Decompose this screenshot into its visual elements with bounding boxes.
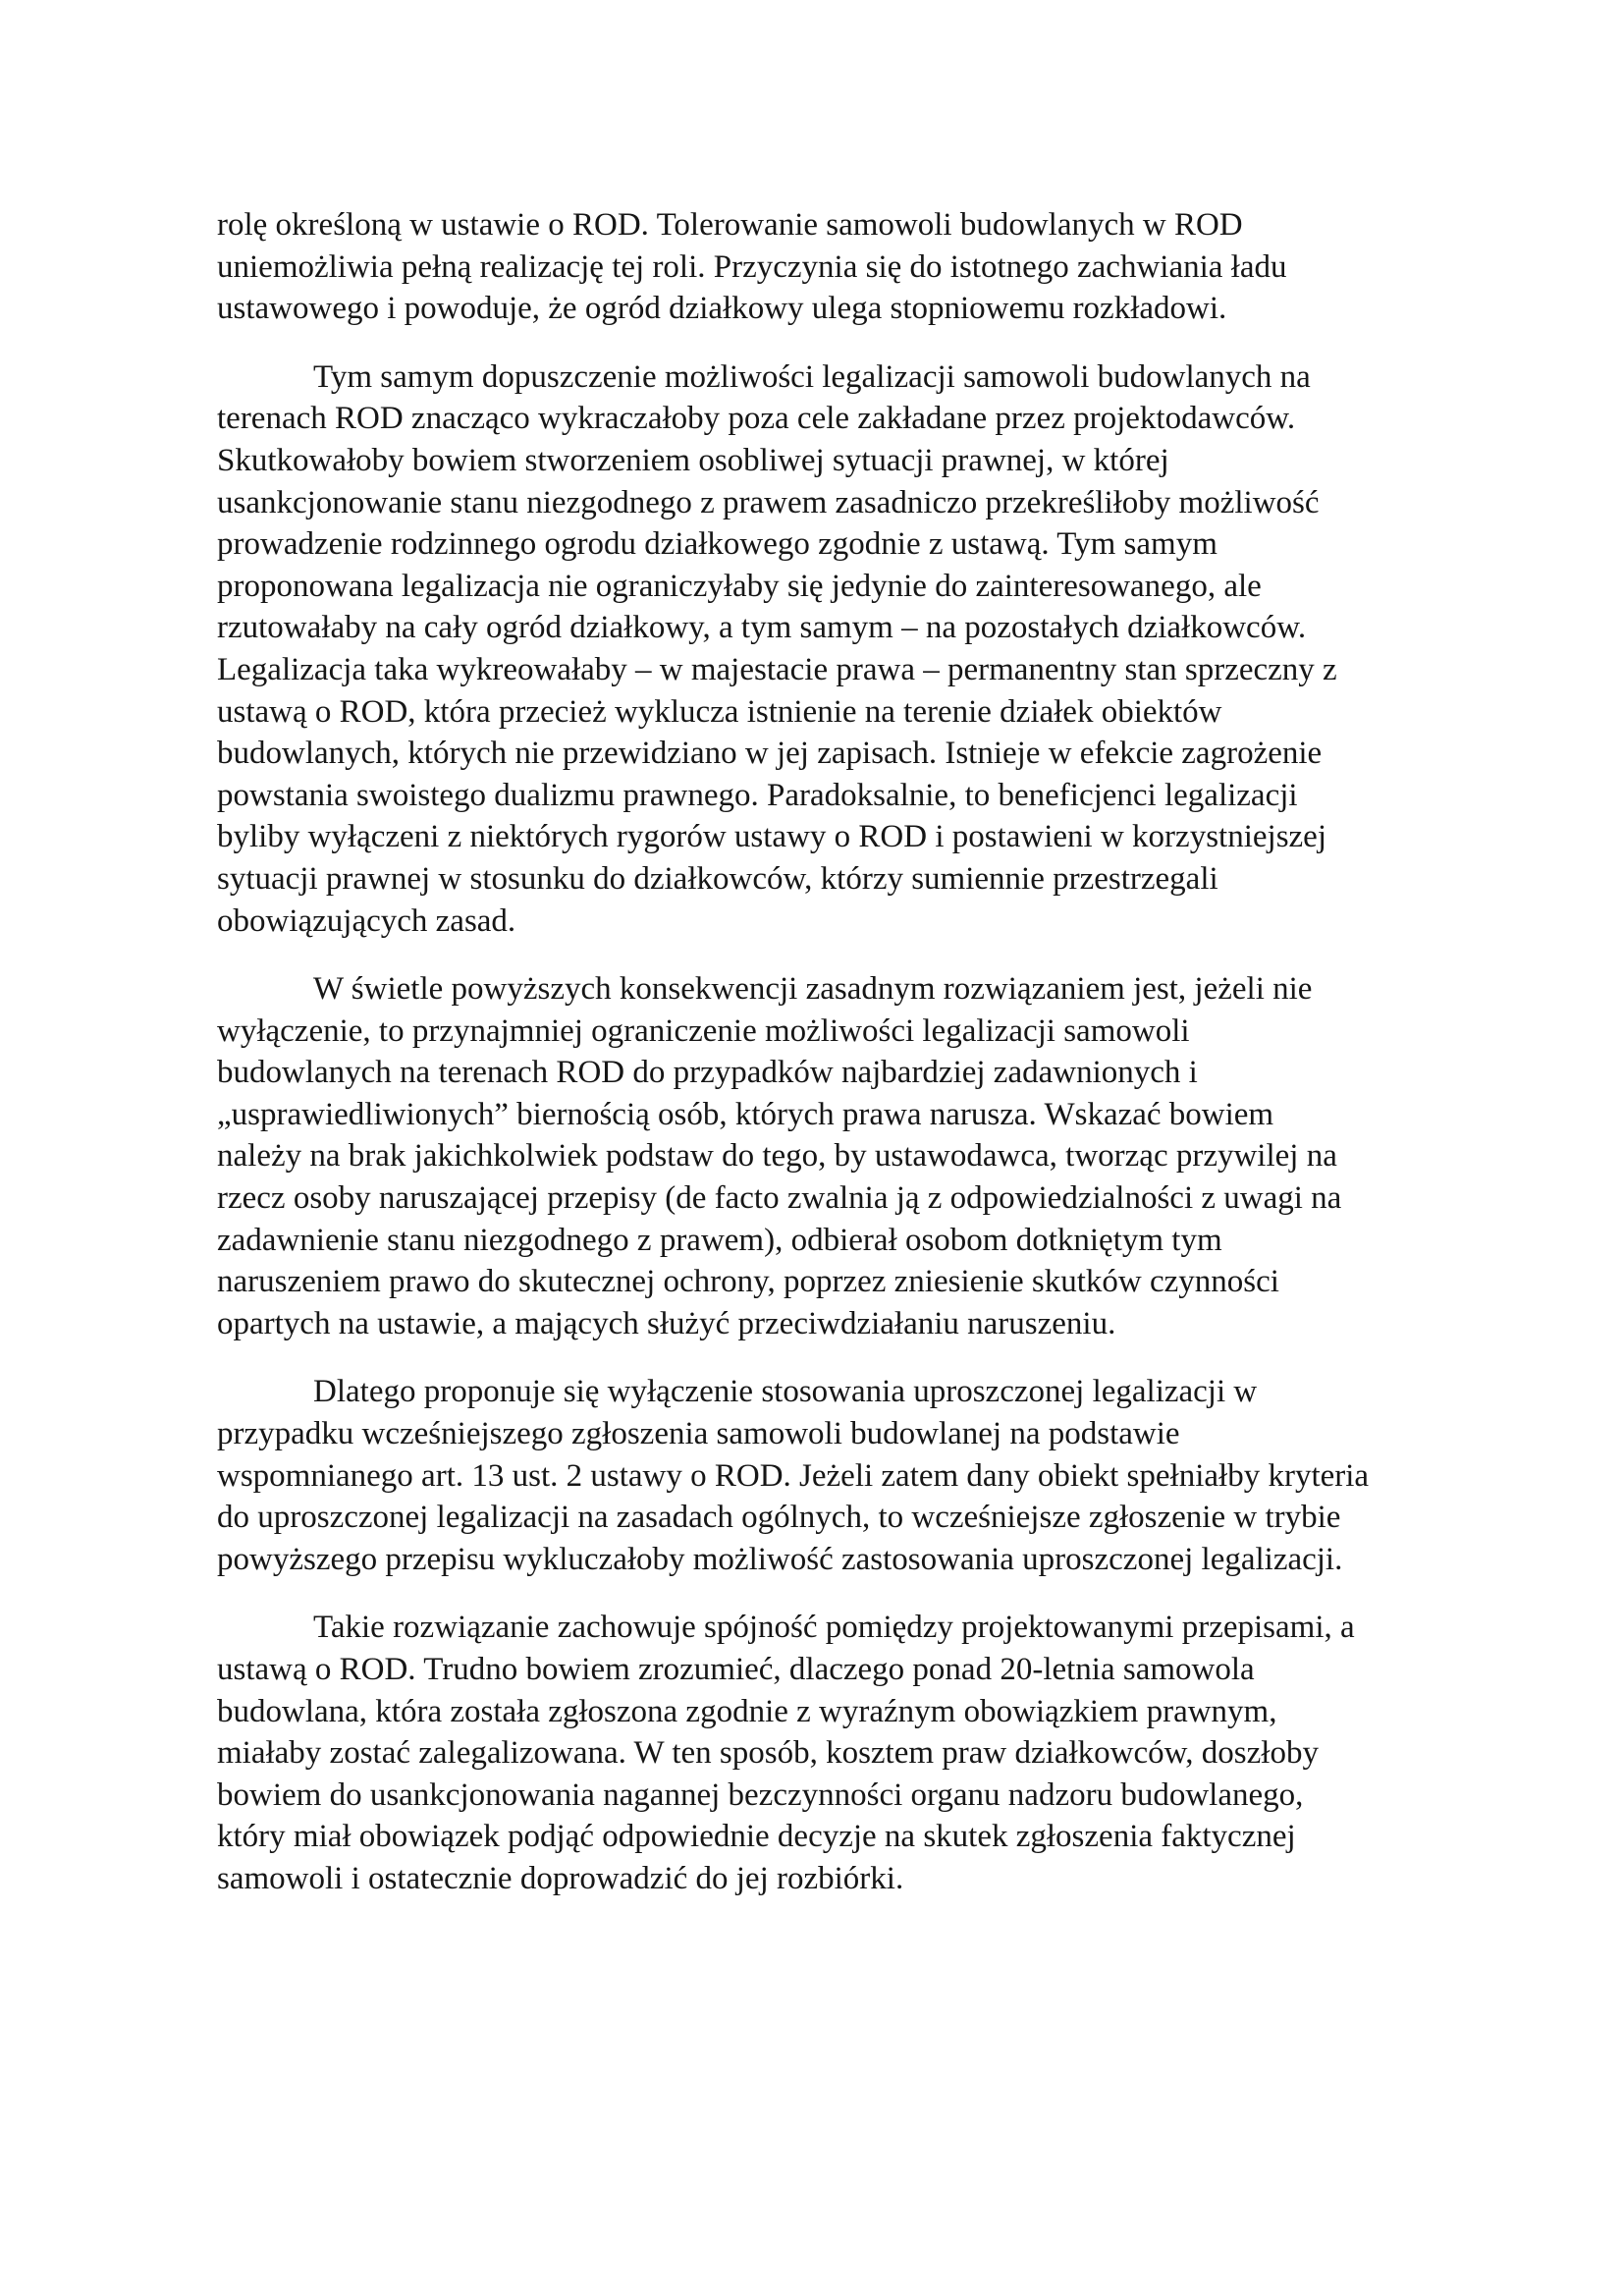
text-line: samowoli i ostatecznie doprowadzić do jej rozbiórki. — [217, 1860, 904, 1896]
text-line: wyłączenie, to przynajmniej ograniczenie możliwości legalizacji samowoli — [217, 1012, 1190, 1049]
text-line: sytuacji prawnej w stosunku do działkowców, którzy sumiennie przestrzegali — [217, 860, 1218, 897]
text-line: ustawowego i powoduje, że ogród działkowy ulega stopniowemu rozkładowi. — [217, 291, 1227, 327]
text-line: wspomnianego art. 13 ust. 2 ustawy o ROD. Jeżeli zatem dany obiekt spełniałby kryteria — [217, 1457, 1370, 1494]
text-line: usankcjonowanie stanu niezgodnego z prawem zasadniczo przekreśliłoby możliwość — [217, 484, 1320, 520]
text-line: obowiązujących zasad. — [217, 902, 516, 939]
text-line: powstania swoistego dualizmu prawnego. Paradoksalnie, to beneficjenci legalizacji — [217, 777, 1298, 813]
text-line: Tym samym dopuszczenie możliwości legalizacji samowoli budowlanych na — [313, 358, 1311, 395]
paragraph-1 — [217, 204, 1416, 330]
text-line: miałaby zostać zalegalizowana. W ten sposób, kosztem praw działkowców, doszłoby — [217, 1735, 1319, 1772]
document-body — [217, 204, 1416, 1900]
text-line: opartych na ustawie, a mających służyć przeciwdziałaniu naruszeniu. — [217, 1305, 1116, 1341]
text-line: do uproszczonej legalizacji na zasadach ogólnych, to wcześniejsze zgłoszenie w trybie — [217, 1500, 1341, 1536]
text-line: budowlana, która została zgłoszona zgodnie z wyraźnym obowiązkiem prawnym, — [217, 1693, 1277, 1729]
paragraph-4 — [217, 1371, 1416, 1580]
text-line: ustawą o ROD, która przecież wyklucza istnienie na terenie działek obiektów — [217, 693, 1222, 730]
text-line: który miał obowiązek podjąć odpowiednie decyzje na skutek zgłoszenia faktycznej — [217, 1819, 1296, 1855]
text-line: zadawnienie stanu niezgodnego z prawem), odbierał osobom dotkniętym tym — [217, 1222, 1222, 1258]
text-line: powyższego przepisu wykluczałoby możliwość zastosowania uproszczonej legalizacji. — [217, 1541, 1343, 1577]
text-line: prowadzenie rodzinnego ogrodu działkowego zgodnie z ustawą. Tym samym — [217, 526, 1217, 563]
text-line: rolę określoną w ustawie o ROD. Tolerowanie samowoli budowlanych w ROD — [217, 207, 1243, 243]
text-line: Skutkowałoby bowiem stworzeniem osobliwej sytuacji prawnej, w której — [217, 442, 1169, 478]
text-line: uniemożliwia pełną realizację tej roli. Przyczynia się do istotnego zachwiania ładu — [217, 248, 1287, 285]
text-line: przypadku wcześniejszego zgłoszenia samowoli budowlanej na podstawie — [217, 1416, 1180, 1452]
text-line: bowiem do usankcjonowania nagannej bezczynności organu nadzoru budowlanego, — [217, 1777, 1304, 1813]
text-line: proponowana legalizacja nie ograniczyłaby się jedynie do zainteresowanego, ale — [217, 568, 1262, 604]
text-line: „usprawiedliwionych” biernością osób, których prawa narusza. Wskazać bowiem — [217, 1096, 1274, 1132]
paragraph-5 — [217, 1607, 1416, 1899]
text-line: Legalizacja taka wykreowałaby – w majestacie prawa – permanentny stan sprzeczny z — [217, 651, 1337, 687]
text-line: W świetle powyższych konsekwencji zasadnym rozwiązaniem jest, jeżeli nie — [313, 971, 1313, 1008]
text-line: Takie rozwiązanie zachowuje spójność pomiędzy projektowanymi przepisami, a — [313, 1610, 1355, 1646]
text-line: rzecz osoby naruszającej przepisy (de facto zwalnia ją z odpowiedzialności z uwagi na — [217, 1180, 1342, 1217]
text-line: budowlanych na terenach ROD do przypadków najbardziej zadawnionych i — [217, 1055, 1198, 1091]
paragraph-2 — [217, 356, 1416, 942]
text-line: należy na brak jakichkolwiek podstaw do tego, by ustawodawca, tworząc przywilej na — [217, 1138, 1337, 1175]
text-line: terenach ROD znacząco wykraczałoby poza cele zakładane przez projektodawców. — [217, 401, 1296, 437]
text-line: Dlatego proponuje się wyłączenie stosowania uproszczonej legalizacji w — [313, 1374, 1258, 1410]
text-line: naruszeniem prawo do skutecznej ochrony, poprzez zniesienie skutków czynności — [217, 1264, 1279, 1300]
text-line: rzutowałaby na cały ogród działkowy, a tym samym – na pozostałych działkowców. — [217, 610, 1307, 646]
text-line: byliby wyłączeni z niektórych rygorów ustawy o ROD i postawieni w korzystniejszej — [217, 819, 1326, 855]
text-line: budowlanych, których nie przewidziano w jej zapisach. Istnieje w efekcie zagrożenie — [217, 736, 1323, 772]
text-line: ustawą o ROD. Trudno bowiem zrozumieć, dlaczego ponad 20-letnia samowola — [217, 1652, 1255, 1687]
paragraph-3 — [217, 968, 1416, 1344]
